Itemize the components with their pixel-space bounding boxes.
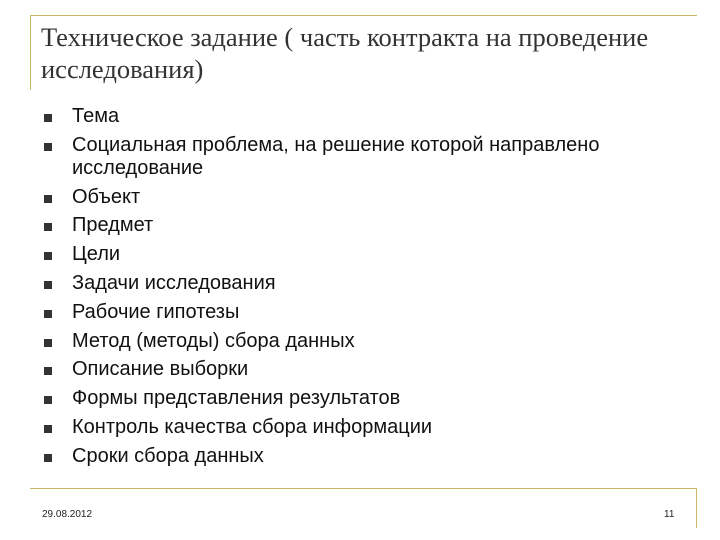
square-bullet-icon	[44, 195, 52, 203]
list-item	[44, 243, 612, 266]
list-item	[44, 134, 612, 180]
list-item-text: Формы представления результатов	[72, 387, 401, 410]
list-item-text: Рабочие гипотезы	[72, 300, 240, 323]
list-item-text: Задачи исследования	[72, 271, 276, 294]
list-item	[44, 301, 612, 324]
square-bullet-icon	[44, 339, 52, 347]
list-item	[44, 105, 612, 128]
square-bullet-icon	[44, 425, 52, 433]
list-item	[44, 272, 612, 295]
square-bullet-icon	[44, 252, 52, 260]
list-item	[44, 330, 612, 353]
list-item	[44, 186, 612, 209]
frame-top-line	[30, 15, 697, 16]
list-item-text: Сроки сбора данных	[72, 444, 264, 467]
list-item	[44, 416, 612, 439]
square-bullet-icon	[44, 114, 52, 122]
bullet-list	[44, 105, 612, 474]
list-item	[44, 214, 612, 237]
slide-title: Техническое задание ( часть контракта на проведение исследования)	[41, 22, 649, 84]
frame-left-line	[30, 15, 31, 90]
square-bullet-icon	[44, 281, 52, 289]
list-item-text: Тема	[72, 105, 120, 127]
page-number: 11	[664, 509, 675, 520]
square-bullet-icon	[44, 143, 52, 151]
list-item-text: Предмет	[72, 214, 154, 237]
list-item-text: Объект	[72, 185, 141, 208]
footer-date: 29.08.2012	[42, 509, 93, 520]
square-bullet-icon	[44, 454, 52, 462]
list-item-text: Контроль качества сбора информации	[72, 415, 433, 438]
list-item-text: Социальная проблема, на решение которой направлено исследование	[72, 133, 600, 179]
list-item	[44, 358, 612, 381]
square-bullet-icon	[44, 223, 52, 231]
square-bullet-icon	[44, 367, 52, 375]
square-bullet-icon	[44, 396, 52, 404]
list-item	[44, 445, 612, 468]
list-item-text: Цели	[72, 243, 121, 266]
frame-bottom-line	[30, 488, 697, 489]
square-bullet-icon	[44, 310, 52, 318]
frame-right-line	[696, 488, 697, 528]
list-item	[44, 387, 612, 410]
list-item-text: Метод (методы) сбора данных	[72, 329, 355, 352]
list-item-text: Описание выборки	[72, 358, 249, 381]
